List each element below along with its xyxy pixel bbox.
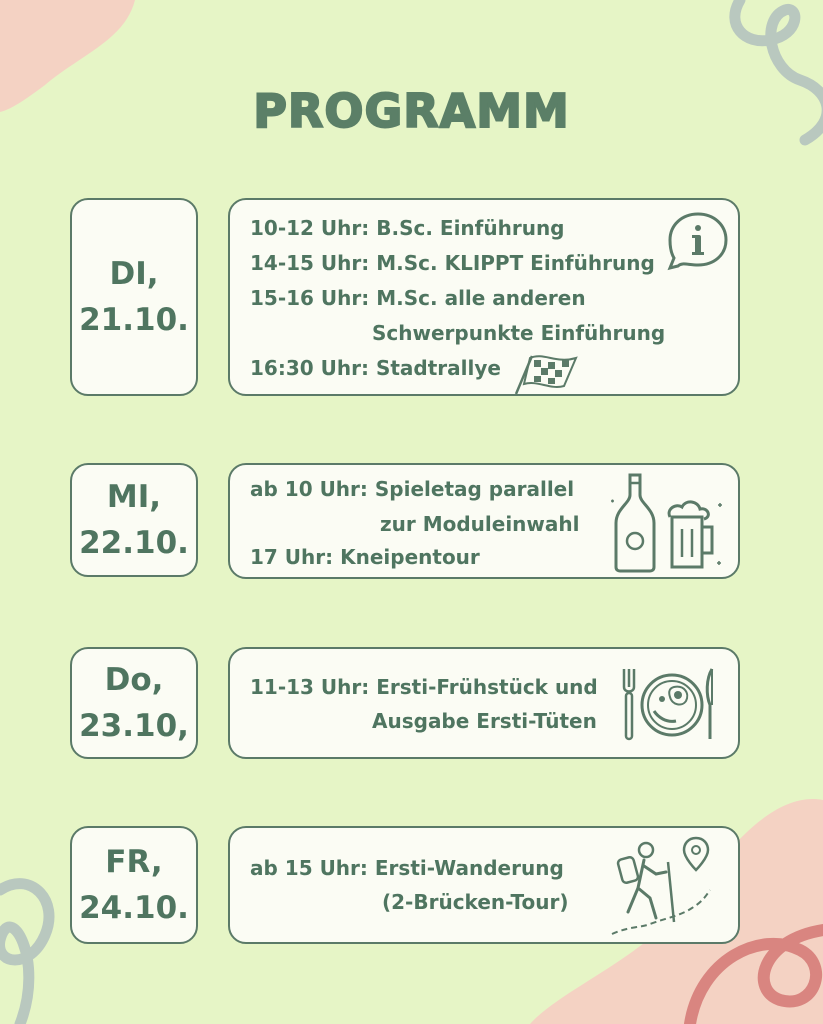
schedule-line: 17 Uhr: Kneipentour	[250, 545, 480, 569]
date-box-day-4	[70, 826, 198, 944]
weekday-label: DI,	[109, 255, 159, 292]
beer-bottle-icon	[608, 471, 662, 575]
schedule-box-day-4	[228, 826, 740, 944]
checkered-flag-icon	[512, 350, 584, 396]
weekday-label: FR,	[105, 843, 163, 880]
schedule-line: 10-12 Uhr: B.Sc. Einführung	[250, 216, 565, 240]
weekday-label: Do,	[104, 661, 164, 698]
date-label: 21.10.	[79, 302, 189, 338]
schedule-line: 11-13 Uhr: Ersti-Frühstück und	[250, 675, 598, 699]
schedule-line: 14-15 Uhr: M.Sc. KLIPPT Einführung	[250, 251, 655, 275]
schedule-line: Ausgabe Ersti-Tüten	[372, 709, 597, 733]
schedule-line: ab 15 Uhr: Ersti-Wanderung	[250, 856, 564, 880]
schedule-line: zur Moduleinwahl	[380, 512, 580, 536]
date-label: 24.10.	[79, 890, 189, 926]
weekday-label: MI,	[106, 478, 162, 515]
schedule-box-day-3	[228, 647, 740, 759]
hiker-icon	[610, 834, 720, 940]
schedule-line: 16:30 Uhr: Stadtrallye	[250, 356, 501, 380]
page-title: PROGRAMM	[253, 84, 570, 138]
date-box-day-1	[70, 198, 198, 396]
breakfast-plate-icon	[618, 665, 722, 745]
date-box-day-3	[70, 647, 198, 759]
schedule-box-day-1	[228, 198, 740, 396]
info-speech-bubble-icon	[666, 210, 730, 272]
schedule-line: ab 10 Uhr: Spieletag parallel	[250, 477, 575, 501]
schedule-box-day-2	[228, 463, 740, 579]
schedule-line: 15-16 Uhr: M.Sc. alle anderen	[250, 286, 586, 310]
schedule-line: Schwerpunkte Einführung	[372, 321, 666, 345]
schedule-line: (2-Brücken-Tour)	[382, 890, 569, 914]
beer-mug-icon	[662, 497, 724, 573]
date-label: 23.10,	[79, 708, 189, 744]
date-box-day-2	[70, 463, 198, 577]
grey-squiggle-left	[0, 884, 49, 1024]
date-label: 22.10.	[79, 525, 189, 561]
